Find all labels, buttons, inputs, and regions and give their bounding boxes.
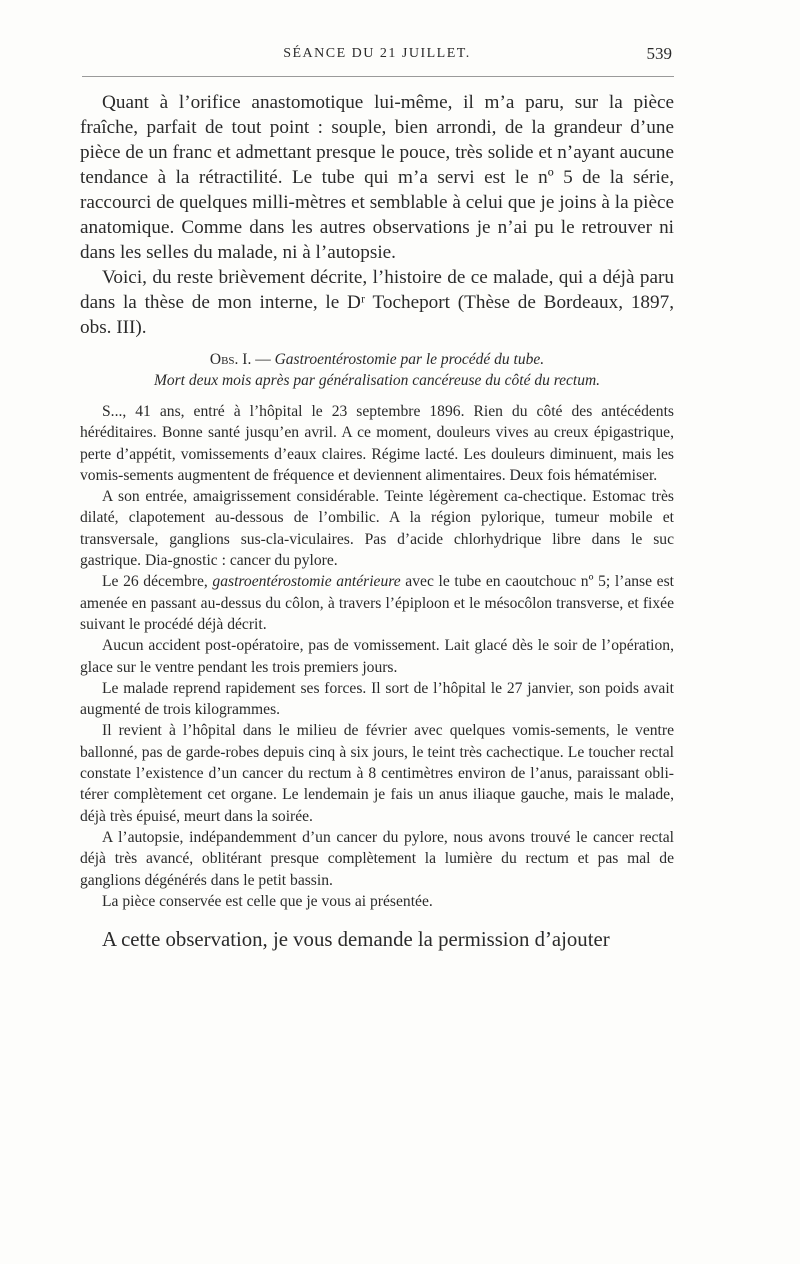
observation-title-line2: Mort deux mois après par généralisation cancéreuse du côté du rectum.: [153, 372, 601, 389]
observation-title-line1: Gastroentérostomie par le procédé du tube.: [274, 351, 545, 368]
body-text: [80, 90, 674, 954]
closing-line: A cette observation, je vous demande la permission d’ajouter: [102, 928, 610, 952]
observation-paragraph: S..., 41 ans, entré à l’hôpital le 23 septembre 1896. Rien du côté des antécédents héréditaires. Bonne santé jusqu’en avril. A ce moment, douleurs vives au creux épigastrique, perte d’appétit, vomissements d’eaux claires. Régime lacté. Les douleurs diminuent, mais les vomis-sements augmentent de fréquence et deviennent alimentaires. Deux fois hématémiser.: [80, 403, 674, 484]
observation-paragraph: La pièce conservée est celle que je vous ai présentée.: [102, 892, 433, 910]
paragraph-orifice: Quant à l’orifice anastomotique lui-même, il m’a paru, sur la pièce fraîche, parfait de tout point : souple, bien arrondi, de la grandeur d’une pièce de un franc et admettant presque le pouce, très solide et n’ayant aucune tendance à la rétractilité. Le tube qui m’a servi est le nº 5 de la série, raccourci de quelques milli-mètres et semblable à celui que je joins à la pièce anatomique. Comme dans les autres observations je n’ai pu le retrouver ni dans les selles du malade, ni à l’autopsie.: [80, 92, 674, 263]
observation-paragraph: Il revient à l’hôpital dans le milieu de février avec quelques vomis-sements, le ventre ballonné, pas de garde-robes depuis cinq à six jours, le teint très cachectique. Le toucher rectal constate l’existence d’un cancer du rectum à 8 centimètres environ de l’anus, paraissant obli-térer complètement cet organe. Le lendemain je fais un anus iliaque gauche, mais le malade, déjà très épuisé, meurt dans la soirée.: [80, 722, 674, 825]
observation-paragraph: [80, 571, 674, 635]
observation-heading: [80, 349, 674, 391]
observation-label: Obs. I. —: [209, 351, 271, 368]
running-title: SÉANCE DU 21 JUILLET.: [283, 46, 471, 61]
page-header: [82, 44, 672, 72]
text-span: Le 26 décembre,: [102, 573, 213, 591]
paragraph-history-intro: Voici, du reste brièvement décrite, l’histoire de ce malade, qui a déjà paru dans la thèse de mon interne, le Dʳ Tocheport (Thèse de Bordeaux, 1897, obs. III).: [80, 267, 674, 338]
page-number: 539: [646, 44, 672, 63]
observation-paragraph: A l’autopsie, indépandemment d’un cancer du pylore, nous avons trouvé le cancer rectal déjà très avancé, oblitérant presque complètement la lumière du rectum et pas mal de ganglions dégénérés dans le petit bassin.: [80, 828, 674, 889]
observation-paragraph: Aucun accident post-opératoire, pas de vomissement. Lait glacé dès le soir de l’opération, glace sur le ventre pendant les trois premiers jours.: [80, 637, 674, 676]
header-rule: [82, 76, 674, 77]
observation-paragraph: A son entrée, amaigrissement considérable. Teinte légèrement ca-chectique. Estomac très dilaté, clapotement au-dessous de l’ombilic. A la région pylorique, tumeur mobile et transversale, ganglions sus-cla-viculaires. Pas d’acide chlorhydrique libre dans le suc gastrique. Dia-gnostic : cancer du pylore.: [80, 488, 674, 570]
observation-paragraph: Le malade reprend rapidement ses forces. Il sort de l’hôpital le 27 janvier, son poids avait augmenté de trois kilogrammes.: [80, 679, 674, 719]
italic-procedure: gastroentérostomie antérieure: [212, 573, 401, 591]
text-span: avec le tube en caoutchouc nº 5; l’anse est amenée en passant au-dessus du côlon, à travers l’épiploon et le mésocôlon transverse, et fixée suivant le procédé déjà décrit.: [80, 573, 674, 633]
